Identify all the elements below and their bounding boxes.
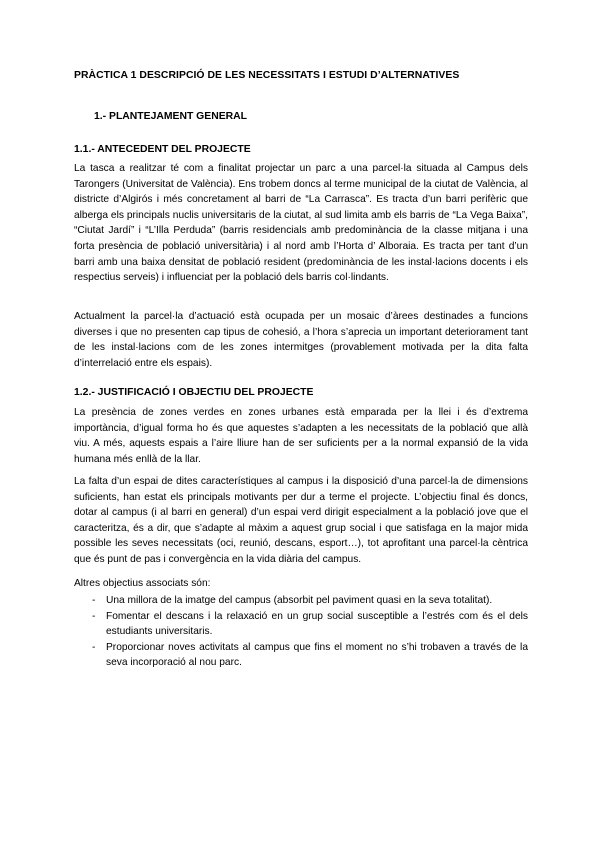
section-heading-antecedent: 1.1.- ANTECEDENT DEL PROJECTE: [74, 144, 251, 155]
list-item-text: Fomentar el descans i la relaxació en un grup social susceptible a l’estrés com és el dels estudiants universitaris.: [106, 610, 528, 638]
section-heading-justificacio: 1.2.- JUSTIFICACIÓ I OBJECTIU DEL PROJECTE: [74, 387, 314, 398]
objectives-list: [74, 593, 528, 671]
paragraph-justificacio-2: La falta d’un espai de dites característiques al campus i la disposició d’una parcel·la de dimensions suficients, han estat els principals motivants per dur a terme el projecte. L’objectiu final és doncs, dotar al campus (i al barri en general) d’un espai verd dirigit especialment a la població jove que el caracteritza, és a dir, que s’adapte al màxim a aquest grup social i que satisfaga en la major mida possible les seves necessitats (oci, reunió, descans, esport…), tot aprofitant una parcel·la cèntrica que és punt de pas i convergència en la vida diària del campus.: [74, 476, 528, 565]
list-dash: -: [92, 595, 96, 606]
list-item-text: Proporcionar noves activitats al campus que fins el moment no s’hi trobaven a través de la seva incorporació al nou parc.: [106, 641, 528, 669]
paragraph-antecedent-2: Actualment la parcel·la d’actuació està ocupada per un mosaic d’àrees destinades a funcions diverses i que no presenten cap tipus de cohesió, a l’hora s’aprecia un important deteriorament tant de les instal·lacions com de les zones intermitges (provablement motivada per la dita falta d’interrelació entre els espais).: [74, 311, 528, 369]
document-title: PRÀCTICA 1 DESCRIPCIÓ DE LES NECESSITATS I ESTUDI D’ALTERNATIVES: [74, 70, 460, 81]
paragraph-justificacio-1: La presència de zones verdes en zones urbanes està emparada per la llei i és d’extrema importància, d’igual forma ho és que aquestes s’adapten a les necessitats de la població que allà viu. A més, aquests espais a l’aire lliure han de ser suficients per a la normal expansió de la vida humana més enllà de la llar.: [74, 407, 528, 465]
list-item: [74, 593, 528, 609]
section-heading-plantejament-general: 1.- PLANTEJAMENT GENERAL: [94, 111, 247, 122]
paragraph-antecedent-1: La tasca a realitzar té com a finalitat projectar un parc a una parcel·la situada al Campus dels Tarongers (Universitat de València). Ens trobem doncs al terme municipal de la ciutat de València, al districte d’Algirós i més concretament al barri de “La Carrasca”. Es tracta d’un barri perifèric que alberga els principals nuclis universitaris de la ciutat, al sud limita amb els barris de “La Vega Baixa”, “Ciutat Jardí” i “L’Illa Perduda” (barris residencials amb predominància de la classe mitjana i una forta presència de població universitària) i al nord amb l’Horta d’ Alboraia. Es tracta per tant d’un barri amb una baixa densitat de població resident (predominància de les instal·lacions docents i els respectius serveis) i influenciat per la població dels barris col·lindants.: [74, 163, 528, 284]
list-item: [74, 640, 528, 671]
list-dash: -: [92, 641, 96, 653]
paragraph-objectius-intro: Altres objectius associats són:: [74, 578, 211, 589]
list-item: [74, 609, 528, 640]
list-item-text: Una millora de la imatge del campus (absorbit pel paviment quasi en la seva totalitat).: [106, 595, 493, 606]
list-dash: -: [92, 610, 96, 622]
